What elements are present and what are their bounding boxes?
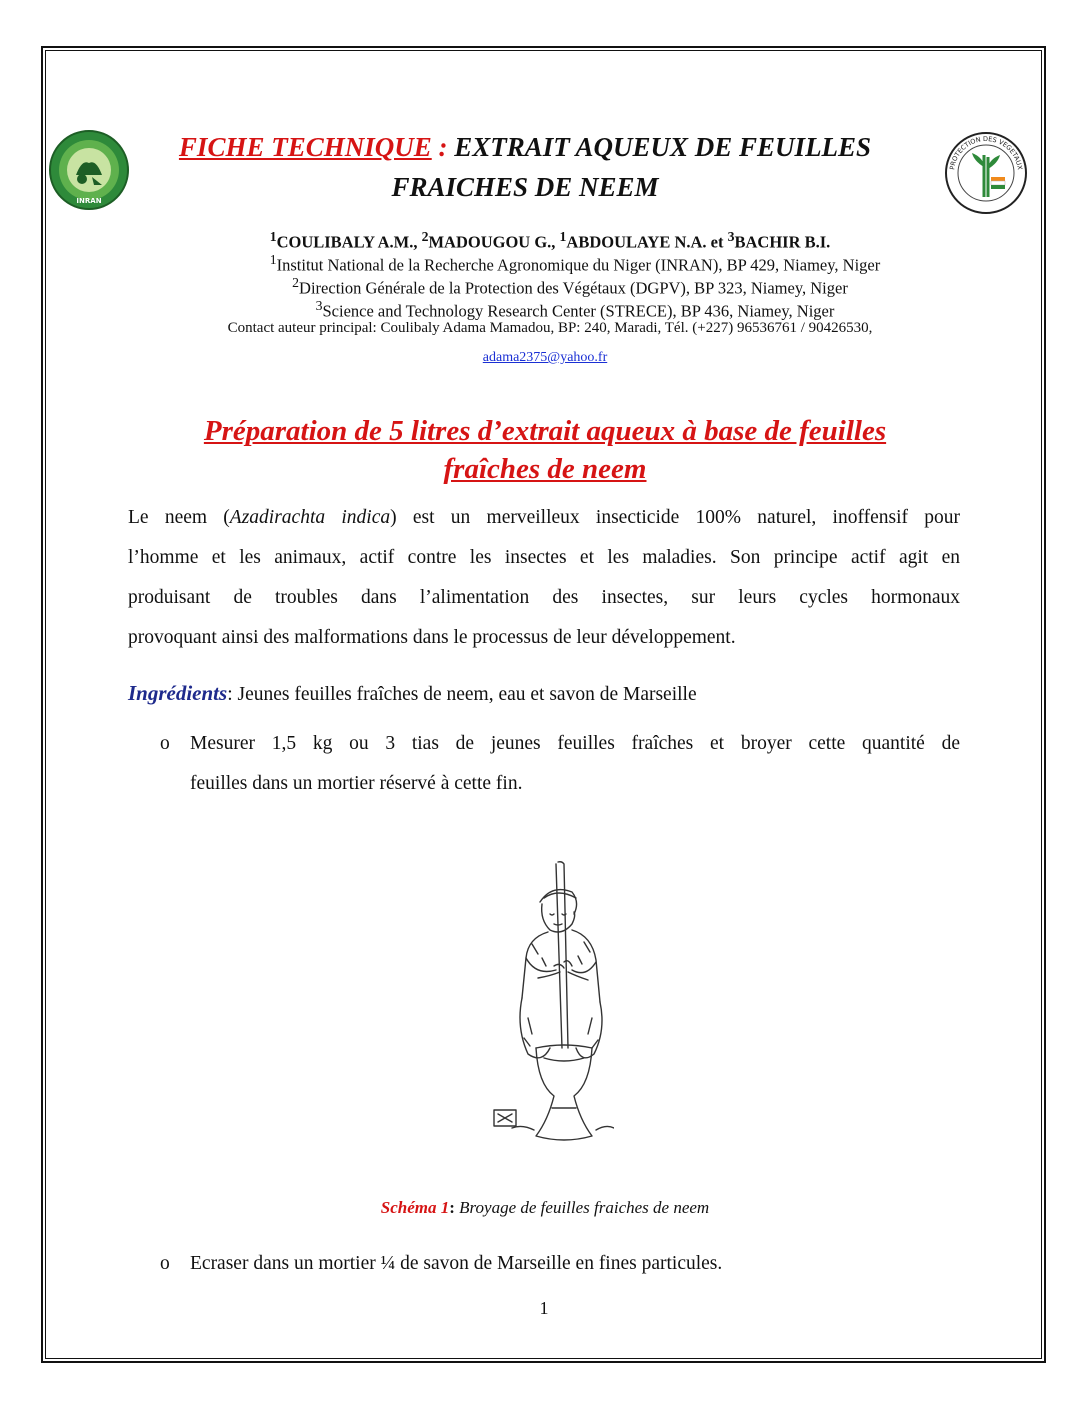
caption-label: Schéma 1: [380, 1198, 450, 1217]
author-4-sup: 3: [727, 229, 735, 244]
bullet-1: [190, 724, 960, 804]
ingredients-label: Ingrédients: [128, 681, 228, 705]
species-name: Azadirachta indica: [229, 507, 391, 528]
ingredients-text: : Jeunes feuilles fraîches de neem, eau et savon de Marseille: [227, 684, 697, 705]
author-1: COULIBALY A.M.,: [276, 232, 422, 252]
title-label: FICHE TECHNIQUE: [178, 132, 432, 162]
bullet-1-line-2: feuilles dans un mortier réservé à cette fin.: [190, 773, 523, 794]
protection-vegetaux-logo: [944, 127, 1028, 219]
ingredients-line: [128, 681, 697, 706]
author-4: BACHIR B.I.: [734, 232, 831, 252]
page-number: 1: [539, 1298, 549, 1318]
section-title-line-1: Préparation de 5 litres d’extrait aqueux à base de feuilles: [203, 415, 887, 447]
protection-vegetaux-logo-text: PROTECTION DES VEGETAUX: [948, 134, 1024, 171]
title-separator: :: [431, 132, 448, 162]
caption-separator: :: [449, 1198, 460, 1217]
document-title-line-2: FRAICHES DE NEEM: [391, 172, 659, 202]
bullet-2-line-1: Ecraser dans un mortier ¼ de savon de Marseille en fines particules.: [190, 1253, 723, 1274]
contact-line: Contact auteur principal: Coulibaly Adama Mamadou, BP: 240, Maradi, Tél. (+227) 96536761 / 90426530,: [227, 320, 873, 336]
affiliation-1-sup: 1: [269, 252, 277, 267]
section-title-line-2: fraîches de neem: [443, 453, 647, 485]
affiliation-3-sup: 3: [315, 298, 323, 313]
bullet-2: [190, 1244, 960, 1284]
intro-line-4: provoquant ainsi des malformations dans le processus de leur développement.: [128, 627, 736, 648]
document-title-line-1: [130, 128, 920, 166]
author-1-sup: 1: [269, 229, 277, 244]
intro-line-1: [128, 498, 960, 538]
author-2: MADOUGOU G.,: [428, 232, 560, 252]
bullet-marker-2: o: [160, 1253, 170, 1274]
title-text-1: EXTRAIT AQUEUX DE FEUILLES: [447, 132, 872, 162]
mortar-pounding-illustration: [492, 858, 614, 1158]
affiliation-2-sup: 2: [292, 275, 300, 290]
caption-text: Broyage de feuilles fraiches de neem: [459, 1198, 710, 1217]
author-3: ABDOULAYE N.A. et: [566, 232, 728, 252]
figure-caption: [200, 1198, 890, 1218]
inran-logo: [48, 129, 130, 211]
affiliation-3-text: Science and Technology Research Center (STRECE), BP 436, Niamey, Niger: [322, 301, 835, 321]
inran-logo-text: INRAN: [76, 197, 102, 205]
intro-line-1-b: ) est un merveilleux insecticide 100% naturel, inoffensif pour: [390, 507, 960, 528]
intro-line-3: produisant de troubles dans l’alimentation des insectes, sur leurs cycles hormonaux: [128, 587, 960, 608]
author-3-sup: 1: [559, 229, 567, 244]
bullet-marker-1: o: [160, 733, 170, 754]
intro-paragraph: [128, 498, 960, 658]
email-link[interactable]: adama2375@yahoo.fr: [482, 350, 608, 365]
bullet-1-line-1: Mesurer 1,5 kg ou 3 tias de jeunes feuilles fraîches et broyer cette quantité de: [190, 733, 960, 754]
author-2-sup: 2: [421, 229, 429, 244]
intro-line-2: l’homme et les animaux, actif contre les insectes et les maladies. Son principe actif agit en: [128, 547, 960, 568]
intro-line-1-a: Le neem (: [128, 507, 230, 528]
affiliation-2-text: Direction Générale de la Protection des Végétaux (DGPV), BP 323, Niamey, Niger: [299, 278, 848, 298]
affiliation-1-text: Institut National de la Recherche Agronomique du Niger (INRAN), BP 429, Niamey, Niger: [276, 255, 881, 275]
